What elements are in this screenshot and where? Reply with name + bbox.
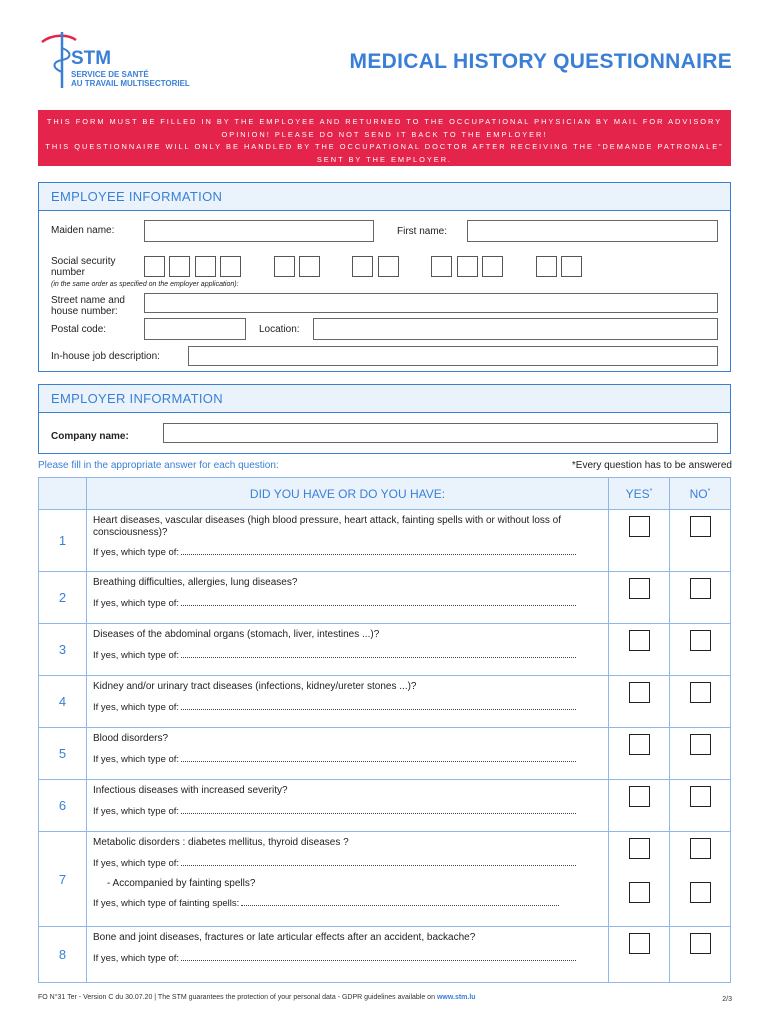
no-checkbox-fainting[interactable] bbox=[690, 882, 711, 903]
first-name-label: First name: bbox=[397, 226, 448, 237]
no-cell bbox=[670, 780, 731, 832]
first-name-field[interactable] bbox=[467, 220, 718, 242]
footer: FO N°31 Ter - Version C du 30.07.20 | The STM guarantees the protection of your personal data - GDPR guidelines available on www.stm.lu bbox=[38, 994, 476, 1001]
if-yes-line[interactable]: If yes, which type of: bbox=[93, 952, 602, 964]
questions-table bbox=[38, 477, 731, 983]
ssn-digit-13[interactable] bbox=[561, 256, 582, 277]
sub-question-text: - Accompanied by fainting spells? bbox=[107, 877, 256, 889]
no-cell bbox=[670, 510, 731, 572]
page-number: 2/3 bbox=[722, 996, 732, 1003]
postal-code-field[interactable] bbox=[144, 318, 246, 340]
question-text: Blood disorders? bbox=[93, 733, 169, 744]
ssn-digit-6[interactable] bbox=[299, 256, 320, 277]
logo-name: STM bbox=[71, 48, 112, 69]
page-title: MEDICAL HISTORY QUESTIONNAIRE bbox=[349, 50, 732, 73]
table-row bbox=[39, 510, 731, 572]
table-header-empty bbox=[39, 478, 87, 510]
maiden-name-label: Maiden name: bbox=[51, 225, 115, 236]
question-text: Kidney and/or urinary tract diseases (infections, kidney/ureter stones ...)? bbox=[93, 681, 417, 692]
ssn-digit-3[interactable] bbox=[195, 256, 216, 277]
question-number: 4 bbox=[39, 676, 87, 728]
question-cell bbox=[87, 624, 609, 676]
question-cell bbox=[87, 676, 609, 728]
ssn-digit-4[interactable] bbox=[220, 256, 241, 277]
no-checkbox[interactable] bbox=[690, 786, 711, 807]
table-row bbox=[39, 780, 731, 832]
no-checkbox[interactable] bbox=[690, 682, 711, 703]
question-text: Heart diseases, vascular diseases (high blood pressure, heart attack, fainting spells with or without loss of consciousness)? bbox=[93, 515, 562, 538]
employer-section-title: EMPLOYER INFORMATION bbox=[39, 385, 730, 413]
fill-instruction: Please fill in the appropriate answer for each question: bbox=[38, 460, 279, 471]
yes-checkbox[interactable] bbox=[629, 682, 650, 703]
yes-checkbox[interactable] bbox=[629, 578, 650, 599]
if-yes-line[interactable]: If yes, which type of: bbox=[93, 649, 602, 661]
if-yes-line[interactable]: If yes, which type of: bbox=[93, 805, 602, 817]
question-cell bbox=[87, 832, 609, 927]
question-text: Diseases of the abdominal organs (stomach, liver, intestines ...)? bbox=[93, 629, 380, 640]
table-row bbox=[39, 728, 731, 780]
ssn-digit-12[interactable] bbox=[536, 256, 557, 277]
table-row bbox=[39, 624, 731, 676]
required-note: *Every question has to be answered bbox=[571, 460, 732, 471]
yes-checkbox-fainting[interactable] bbox=[629, 882, 650, 903]
ssn-digit-7[interactable] bbox=[352, 256, 373, 277]
ssn-note: (in the same order as specified on the employer application): bbox=[51, 281, 239, 288]
question-text: Metabolic disorders : diabetes mellitus, thyroid diseases ? bbox=[93, 837, 349, 848]
if-yes-line[interactable]: If yes, which type of: bbox=[93, 546, 602, 558]
company-name-label: Company name: bbox=[51, 431, 129, 442]
question-number: 1 bbox=[39, 510, 87, 572]
ssn-digit-10[interactable] bbox=[457, 256, 478, 277]
table-header-yes: YES* bbox=[609, 478, 670, 510]
table-row bbox=[39, 832, 731, 927]
table-row bbox=[39, 572, 731, 624]
question-text: Infectious diseases with increased severity? bbox=[93, 785, 288, 796]
question-cell bbox=[87, 780, 609, 832]
table-header-row bbox=[39, 478, 731, 510]
ssn-label: Social security number bbox=[51, 256, 116, 278]
street-field[interactable] bbox=[144, 293, 718, 313]
job-field[interactable] bbox=[188, 346, 718, 366]
question-number: 6 bbox=[39, 780, 87, 832]
location-field[interactable] bbox=[313, 318, 718, 340]
no-cell bbox=[670, 728, 731, 780]
if-yes-line[interactable]: If yes, which type of: bbox=[93, 857, 602, 869]
question-number: 5 bbox=[39, 728, 87, 780]
yes-cell bbox=[609, 927, 670, 983]
table-row bbox=[39, 676, 731, 728]
table-header-question: DID YOU HAVE OR DO YOU HAVE: bbox=[87, 478, 609, 510]
no-cell bbox=[670, 832, 731, 927]
yes-checkbox[interactable] bbox=[629, 734, 650, 755]
yes-checkbox[interactable] bbox=[629, 786, 650, 807]
question-cell bbox=[87, 927, 609, 983]
company-name-field[interactable] bbox=[163, 423, 718, 443]
no-checkbox[interactable] bbox=[690, 734, 711, 755]
yes-checkbox[interactable] bbox=[629, 516, 650, 537]
ssn-digit-8[interactable] bbox=[378, 256, 399, 277]
yes-cell bbox=[609, 510, 670, 572]
postal-code-label: Postal code: bbox=[51, 324, 107, 335]
stm-logo bbox=[38, 28, 208, 90]
question-number: 3 bbox=[39, 624, 87, 676]
street-label: Street name and house number: bbox=[51, 295, 125, 317]
no-cell bbox=[670, 624, 731, 676]
yes-cell bbox=[609, 572, 670, 624]
no-cell bbox=[670, 676, 731, 728]
employer-section bbox=[38, 384, 731, 454]
yes-checkbox[interactable] bbox=[629, 630, 650, 651]
ssn-digit-5[interactable] bbox=[274, 256, 295, 277]
yes-checkbox[interactable] bbox=[629, 933, 650, 954]
yes-checkbox[interactable] bbox=[629, 838, 650, 859]
ssn-digit-11[interactable] bbox=[482, 256, 503, 277]
question-number: 8 bbox=[39, 927, 87, 983]
ssn-digit-9[interactable] bbox=[431, 256, 452, 277]
no-cell bbox=[670, 572, 731, 624]
employee-section-title: EMPLOYEE INFORMATION bbox=[39, 183, 730, 211]
maiden-name-field[interactable] bbox=[144, 220, 374, 242]
question-text: Breathing difficulties, allergies, lung diseases? bbox=[93, 577, 298, 588]
question-number: 7 bbox=[39, 832, 87, 927]
yes-cell bbox=[609, 624, 670, 676]
warning-banner: THIS FORM MUST BE FILLED IN BY THE EMPLOYEE AND RETURNED TO THE OCCUPATIONAL PHYSICIAN BY MAIL FOR ADVISORY OPINION! PLEASE DO NOT SEND IT BACK TO THE EMPLOYER! THIS QUESTIONNAIRE WILL ONLY BE HANDLED BY THE OCCUPATIONAL DOCTOR AFTER RECEIVING THE “DEMANDE PATRONALE” SENT BY THE EMPLOYER. bbox=[38, 110, 731, 166]
website-link[interactable]: www.stm.lu bbox=[436, 994, 476, 1001]
yes-cell bbox=[609, 780, 670, 832]
ssn-digit-1[interactable] bbox=[144, 256, 165, 277]
no-checkbox[interactable] bbox=[690, 838, 711, 859]
question-text: Bone and joint diseases, fractures or late articular effects after an accident, backache? bbox=[93, 932, 476, 943]
ssn-digit-2[interactable] bbox=[169, 256, 190, 277]
if-yes-line[interactable]: If yes, which type of: bbox=[93, 597, 602, 609]
table-row bbox=[39, 927, 731, 983]
location-label: Location: bbox=[259, 324, 300, 335]
question-cell bbox=[87, 510, 609, 572]
if-yes-fainting-line[interactable]: If yes, which type of fainting spells: bbox=[93, 897, 602, 909]
table-header-no: NO* bbox=[670, 478, 731, 510]
no-checkbox[interactable] bbox=[690, 516, 711, 537]
logo-subtitle: SERVICE DE SANTÉ AU TRAVAIL MULTISECTORIEL bbox=[71, 70, 190, 88]
employee-section bbox=[38, 182, 731, 372]
no-checkbox[interactable] bbox=[690, 933, 711, 954]
no-cell bbox=[670, 927, 731, 983]
yes-cell bbox=[609, 832, 670, 927]
question-cell bbox=[87, 728, 609, 780]
yes-cell bbox=[609, 728, 670, 780]
if-yes-line[interactable]: If yes, which type of: bbox=[93, 701, 602, 713]
no-checkbox[interactable] bbox=[690, 578, 711, 599]
yes-cell bbox=[609, 676, 670, 728]
question-number: 2 bbox=[39, 572, 87, 624]
if-yes-line[interactable]: If yes, which type of: bbox=[93, 753, 602, 765]
no-checkbox[interactable] bbox=[690, 630, 711, 651]
question-cell bbox=[87, 572, 609, 624]
job-label: In-house job description: bbox=[51, 351, 160, 362]
